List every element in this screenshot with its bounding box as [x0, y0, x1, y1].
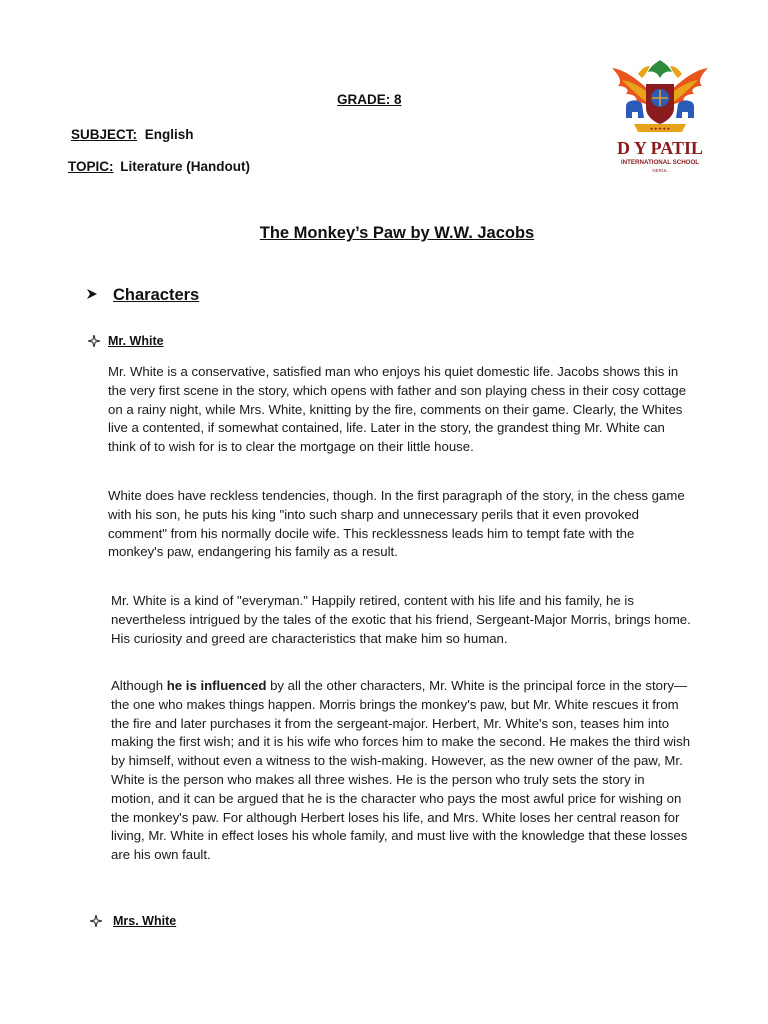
- character-title-mrs-white: Mrs. White: [113, 914, 177, 928]
- school-logo: [608, 60, 712, 180]
- topic-line: [68, 159, 250, 174]
- paragraph-4-rest: by all the other characters, Mr. White is the principal force in the story—the one who makes things happen. Morris brings the monkey's paw, but Mr. White rescues it from the fire and later purchases it from the sergeant-major. Herbert, Mr. White's son, teases him into making the first wish; and it is his wife who forces him to make the second. He makes the third wish by himself, without even a witness to the wish-making. However, as the new owner of the paw, Mr. White is the person who makes all three wishes. He is the person who truly sets the story in motion, and it can be argued that he is the character who pays the most awful price for wishing on the monkey's paw. For although Herbert loses his life, and Mrs. White loses her central reason for living, Mr. White in effect loses his whole family, and must live with the knowledge that these losses are his own fault.: [111, 678, 691, 863]
- paragraph-4-bold: he is influenced: [166, 678, 267, 693]
- subject-value: English: [144, 127, 194, 142]
- svg-text:INTERNATIONAL SCHOOL: INTERNATIONAL SCHOOL: [620, 159, 700, 166]
- svg-text:D Y PATIL: D Y PATIL: [616, 138, 704, 158]
- paragraph-mr-white-3: Mr. White is a kind of "everyman." Happily retired, content with his life and his family, he is nevertheless intrigued by the tales of the exotic that his friend, Sergeant-Major Morris, brings home. His curiosity and greed are characteristics that make him so human.: [111, 593, 691, 646]
- svg-text:✦✦✦✦✦: ✦✦✦✦✦: [649, 126, 671, 133]
- paragraph-mr-white-4: [111, 677, 691, 865]
- section-title-characters: Characters: [113, 286, 200, 304]
- grade-heading: GRADE: 8: [337, 92, 402, 107]
- topic-label: TOPIC:: [68, 159, 114, 174]
- paragraph-mr-white-1: Mr. White is a conservative, satisfied man who enjoys his quiet domestic life. Jacobs shows this in the very first scene in the story, which opens with father and son playing chess in their cosy cottage on a rainy night, while Mrs. White, knitting by the fire, comments on their game. Clearly, the Whites live a contented, if somewhat contained, life. Later in the story, the grandest thing Mr. White can think of to wish for is to clear the mortgage on their little house.: [108, 364, 687, 455]
- paragraph-mr-white-2: White does have reckless tendencies, though. In the first paragraph of the story, in the chess game with his son, he puts his king "into such sharp and unnecessary perils that it even provoked comment" from his normally docile wife. This recklessness leads him to tempt fate with the monkey's paw, endangering his family as a result.: [108, 488, 685, 560]
- subject-line: [71, 127, 194, 142]
- subject-label: SUBJECT:: [71, 127, 138, 142]
- paragraph-4-start: Although: [111, 678, 167, 693]
- document-title: The Monkey’s Paw by W.W. Jacobs: [259, 224, 535, 242]
- svg-text:NERUL: NERUL: [652, 168, 668, 173]
- four-point-star-icon: [88, 334, 100, 350]
- topic-value: Literature (Handout): [120, 159, 251, 174]
- school-crest-icon: [608, 60, 712, 180]
- character-title-mr-white: Mr. White: [108, 334, 164, 348]
- four-point-star-icon: [90, 914, 102, 930]
- arrow-bullet-icon: [86, 287, 98, 304]
